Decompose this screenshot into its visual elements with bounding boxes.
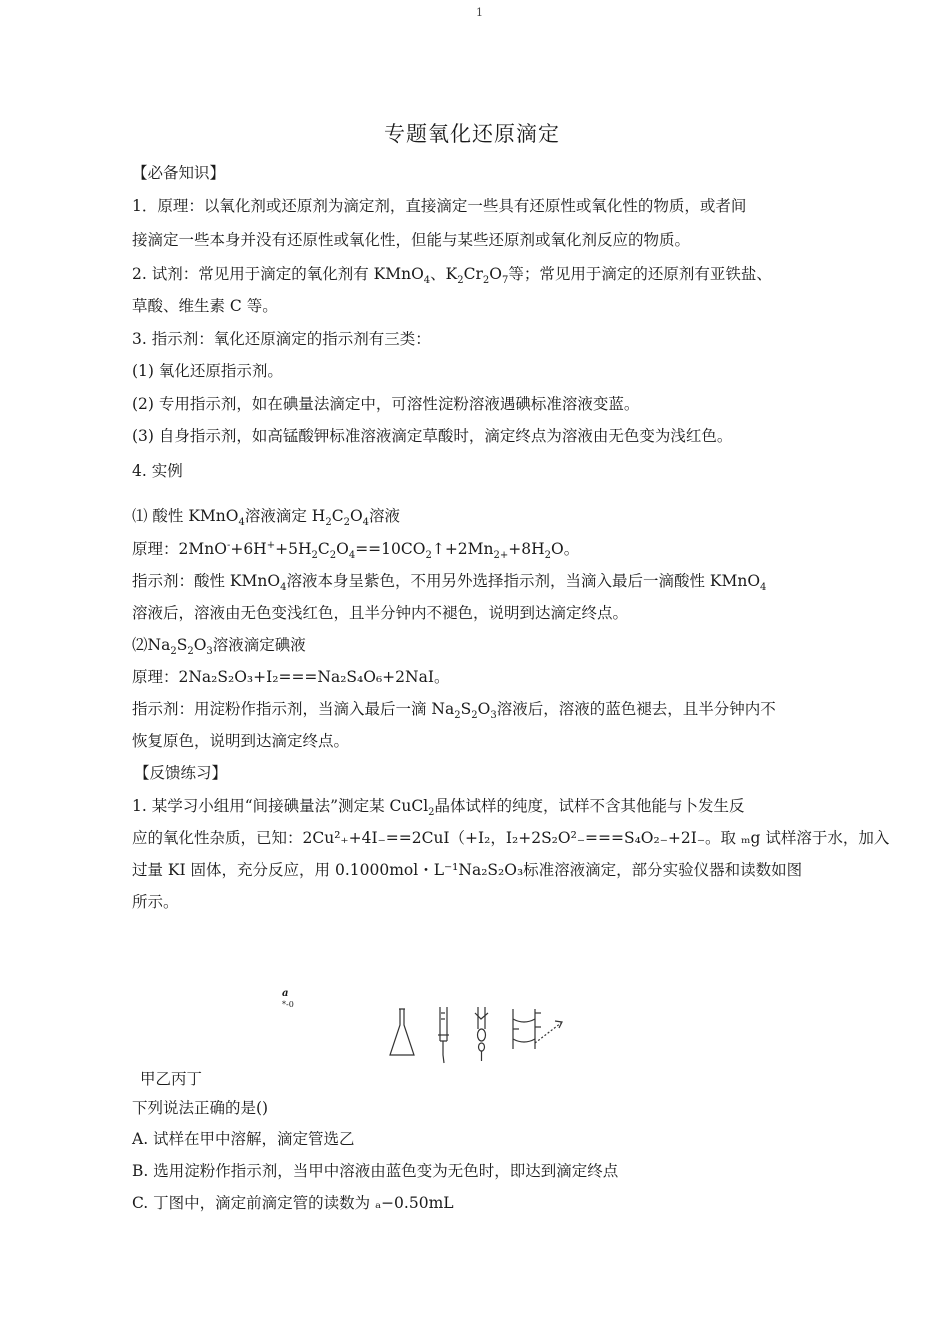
paragraph-reagents-line1: 2. 试剂：常见用于滴定的氧化剂有 KMnO$_4$、$K_2Cr_2O_7$等；常见用于滴定的还原剂有亚铁盐、 (132, 265, 772, 287)
indicator-item-3: (3) 自身指示剂，如高锰酸钾标准溶液滴定草酸时，滴定终点为溶液由无色变为浅红色。 (132, 427, 733, 445)
example2-indicator-line1: 指示剂：用淀粉作指示剂，当滴入最后一滴 $Na_2S_2O_3$溶液后，溶液的蓝色褪去，且半分钟内不 (132, 700, 776, 722)
paragraph-examples: 4. 实例 (132, 462, 183, 480)
apparatus-figure (385, 1005, 570, 1065)
section-heading-knowledge: 【必备知识】 (132, 164, 226, 182)
example2-title: $⑵Na_2S_2O_3$溶液滴定碘液 (132, 636, 306, 658)
paragraph-reagents-line2: 草酸、维生素 C 等。 (132, 297, 278, 315)
example1-indicator-line2: 溶液后，溶液由无色变浅红色，且半分钟内不褪色，说明到达滴定终点。 (132, 604, 629, 622)
indicator-item-2: (2) 专用指示剂，如在碘量法滴定中，可溶性淀粉溶液遇碘标准溶液变蓝。 (132, 395, 640, 413)
example1-principle: 原理：$2MnO^-+6H^++5H_2C_2O_4==10CO_2↑+2Mn_{2+}+8H_2O$。 (132, 539, 580, 562)
paragraph-indicators: 3. 指示剂：氧化还原滴定的指示剂有三类： (132, 330, 431, 348)
page-number: 1 (476, 6, 483, 19)
question1-line3: 过量 KI 固体，充分反应，用 0.1000mol・L⁻¹Na₂S₂O₃标准溶液滴定，部分实验仪器和读数如图 (132, 861, 803, 879)
section-heading-practice: 【反馈练习】 (134, 764, 228, 782)
question1-line2: 应的氧化性杂质，已知：2Cu²₊+4I₋==2CuI（+I₂，I₂+2S₂O²₋===S₄O₂₋+2I₋。取 ₘg 试样溶于水，加入 (132, 829, 890, 847)
burette-reading-icon (513, 1009, 562, 1049)
page-title: 专题氧化还原滴定 (384, 122, 560, 146)
acid-burette-icon (438, 1007, 449, 1063)
figure-label-a: a (282, 988, 289, 999)
option-a: A. 试样在甲中溶解，滴定管选乙 (132, 1130, 355, 1148)
flask-icon (390, 1009, 414, 1055)
paragraph-principle-line2: 接滴定一些本身并没有还原性或氧化性，但能与某些还原剂或氧化剂反应的物质。 (132, 231, 691, 249)
question1-line1: 1. 某学习小组用“间接碘量法”测定某 CuCl$_2$晶体试样的纯度，试样不含其他能与卜发生反 (132, 797, 745, 819)
example2-indicator-line2: 恢复原色，说明到达滴定终点。 (132, 732, 350, 750)
figure-label-scale: *-0 (282, 1000, 294, 1009)
example1-title: ⑴ 酸性 KMnO$_4$溶液滴定 $H_2C_2O_4$溶液 (132, 507, 401, 529)
base-burette-icon (475, 1007, 488, 1061)
question1-line4: 所示。 (132, 893, 179, 911)
indicator-item-1: (1) 氧化还原指示剂。 (132, 362, 283, 380)
question-stem: 下列说法正确的是() (132, 1099, 269, 1117)
example2-principle: 原理：2Na₂S₂O₃+I₂===Na₂S₄O₆+2NaI。 (132, 668, 450, 686)
option-b: B. 选用淀粉作指示剂，当甲中溶液由蓝色变为无色时，即达到滴定终点 (132, 1162, 619, 1180)
example1-indicator-line1: 指示剂：酸性 KMnO$_4$溶液本身呈紫色，不用另外选择指示剂，当滴入最后一滴酸性 KMnO$_4$ (132, 572, 767, 594)
option-c: C. 丁图中，滴定前滴定管的读数为 ₐ−0.50mL (132, 1194, 454, 1212)
paragraph-principle-line1: 1．原理：以氧化剂或还原剂为滴定剂，直接滴定一些具有还原性或氧化性的物质，或者间 (132, 197, 747, 215)
figure-caption: 甲乙丙丁 (140, 1070, 203, 1088)
